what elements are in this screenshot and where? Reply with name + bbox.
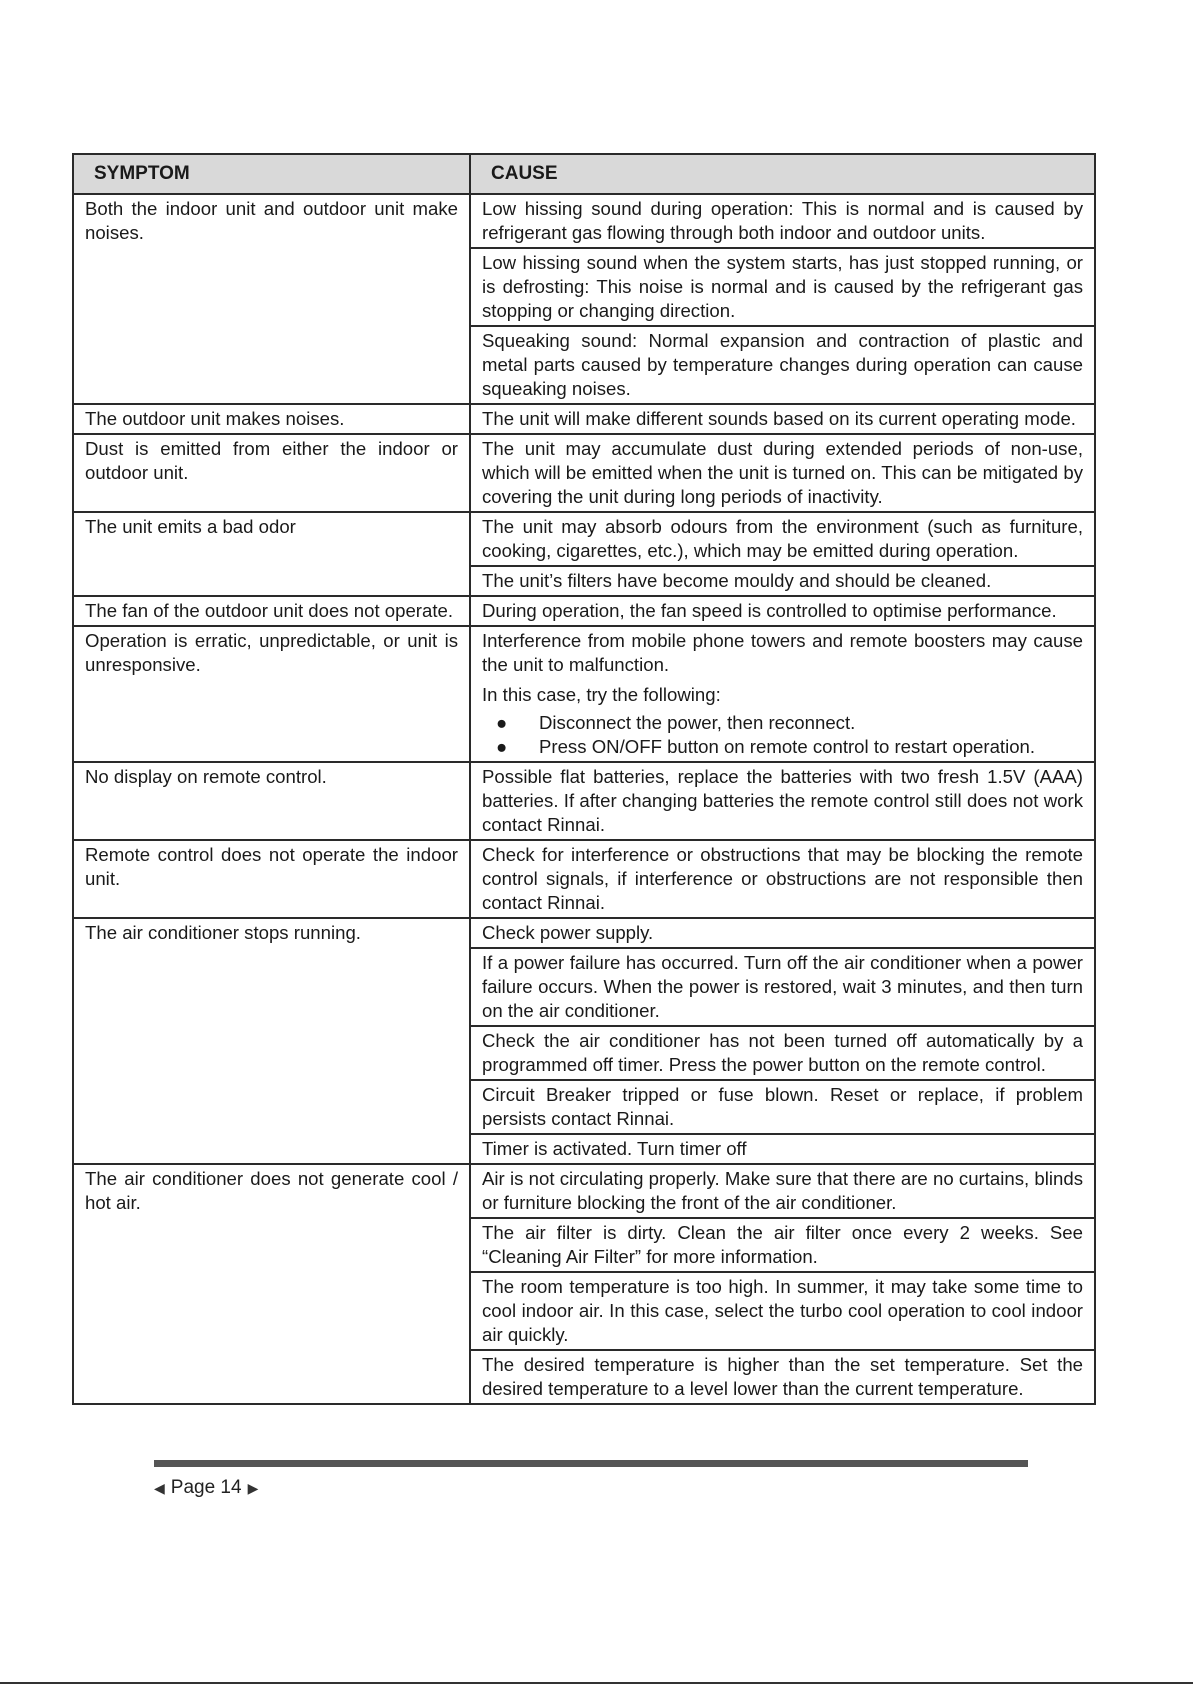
cause-cell: Check for interference or obstructions that may be blocking the remote control signals, if interference or obstructions are not responsible then contact Rinnai. bbox=[470, 840, 1095, 918]
symptom-cell: The outdoor unit makes noises. bbox=[73, 404, 470, 434]
cause-cell: Air is not circulating properly. Make sure that there are no curtains, blinds or furniture blocking the front of the air conditioner. bbox=[470, 1164, 1095, 1218]
symptom-cell: The air conditioner does not generate cool / hot air. bbox=[73, 1164, 470, 1404]
table-row bbox=[73, 194, 1095, 248]
table-row bbox=[73, 840, 1095, 918]
symptom-cell: Operation is erratic, unpredictable, or unit is unresponsive. bbox=[73, 626, 470, 762]
tips-list bbox=[482, 711, 1083, 759]
cause-cell: The air filter is dirty. Clean the air filter once every 2 weeks. See “Cleaning Air Filter” for more information. bbox=[470, 1218, 1095, 1272]
cause-paragraph: In this case, try the following: bbox=[482, 684, 721, 705]
table-header-row bbox=[73, 154, 1095, 194]
header-symptom: SYMPTOM bbox=[73, 154, 470, 194]
symptom-cell: The fan of the outdoor unit does not operate. bbox=[73, 596, 470, 626]
symptom-cell: No display on remote control. bbox=[73, 762, 470, 840]
bullet-icon: ● bbox=[496, 736, 508, 757]
symptom-cell: Both the indoor unit and outdoor unit make noises. bbox=[73, 194, 470, 404]
list-item bbox=[482, 735, 1083, 759]
cause-cell: The unit may absorb odours from the environment (such as furniture, cooking, cigarettes, etc.), which may be emitted during operation. bbox=[470, 512, 1095, 566]
cause-cell: Timer is activated. Turn timer off bbox=[470, 1134, 1095, 1164]
table-row bbox=[73, 512, 1095, 566]
table-row bbox=[73, 596, 1095, 626]
bullet-icon: ● bbox=[496, 712, 508, 733]
page-indicator bbox=[154, 1477, 258, 1499]
cause-cell: The unit may accumulate dust during extended periods of non-use, which will be emitted when the unit is turned on. This can be mitigated by covering the unit during long periods of inactivity. bbox=[470, 434, 1095, 512]
cause-cell: Circuit Breaker tripped or fuse blown. Reset or replace, if problem persists contact Rinnai. bbox=[470, 1080, 1095, 1134]
troubleshooting-table bbox=[72, 153, 1096, 1405]
header-cause: CAUSE bbox=[470, 154, 1095, 194]
cause-cell: Low hissing sound during operation: This is normal and is caused by refrigerant gas flowing through both indoor and outdoor units. bbox=[470, 194, 1095, 248]
symptom-cell: Dust is emitted from either the indoor or outdoor unit. bbox=[73, 434, 470, 512]
bottom-edge-line bbox=[0, 1682, 1193, 1684]
cause-cell: The unit will make different sounds based on its current operating mode. bbox=[470, 404, 1095, 434]
table-row bbox=[73, 626, 1095, 762]
symptom-cell: The air conditioner stops running. bbox=[73, 918, 470, 1164]
table-row bbox=[73, 404, 1095, 434]
table-row bbox=[73, 1164, 1095, 1218]
cause-cell: Low hissing sound when the system starts, has just stopped running, or is defrosting: This noise is normal and is caused by the refrigerant gas stopping or changing direction. bbox=[470, 248, 1095, 326]
cause-cell: Possible flat batteries, replace the batteries with two fresh 1.5V (AAA) batteries. If after changing batteries the remote control still does not work contact Rinnai. bbox=[470, 762, 1095, 840]
list-item bbox=[482, 711, 1083, 735]
table-row bbox=[73, 918, 1095, 948]
page-number: Page 14 bbox=[170, 1477, 242, 1498]
cause-paragraph: Interference from mobile phone towers and remote boosters may cause the unit to malfunction. bbox=[482, 630, 1083, 675]
tip-text: Disconnect the power, then reconnect. bbox=[539, 712, 856, 733]
cause-cell: Squeaking sound: Normal expansion and contraction of plastic and metal parts caused by temperature changes during operation can cause squeaking noises. bbox=[470, 326, 1095, 404]
cause-cell: The unit’s filters have become mouldy and should be cleaned. bbox=[470, 566, 1095, 596]
prev-triangle-icon: ◀ bbox=[154, 1479, 165, 1496]
footer-rule bbox=[154, 1460, 1028, 1467]
cause-cell: Check power supply. bbox=[470, 918, 1095, 948]
table-row bbox=[73, 434, 1095, 512]
next-triangle-icon: ▶ bbox=[247, 1479, 259, 1496]
table-row bbox=[73, 762, 1095, 840]
cause-cell: Check the air conditioner has not been turned off automatically by a programmed off timer. Press the power button on the remote control. bbox=[470, 1026, 1095, 1080]
cause-cell: The room temperature is too high. In summer, it may take some time to cool indoor air. In this case, select the turbo cool operation to cool indoor air quickly. bbox=[470, 1272, 1095, 1350]
cause-cell bbox=[470, 626, 1095, 762]
symptom-cell: Remote control does not operate the indoor unit. bbox=[73, 840, 470, 918]
tip-text: Press ON/OFF button on remote control to restart operation. bbox=[539, 736, 1036, 757]
symptom-cell: The unit emits a bad odor bbox=[73, 512, 470, 596]
cause-cell: If a power failure has occurred. Turn off the air conditioner when a power failure occurs. When the power is restored, wait 3 minutes, and then turn on the air conditioner. bbox=[470, 948, 1095, 1026]
cause-cell: During operation, the fan speed is controlled to optimise performance. bbox=[470, 596, 1095, 626]
cause-cell: The desired temperature is higher than the set temperature. Set the desired temperature to a level lower than the current temperature. bbox=[470, 1350, 1095, 1404]
